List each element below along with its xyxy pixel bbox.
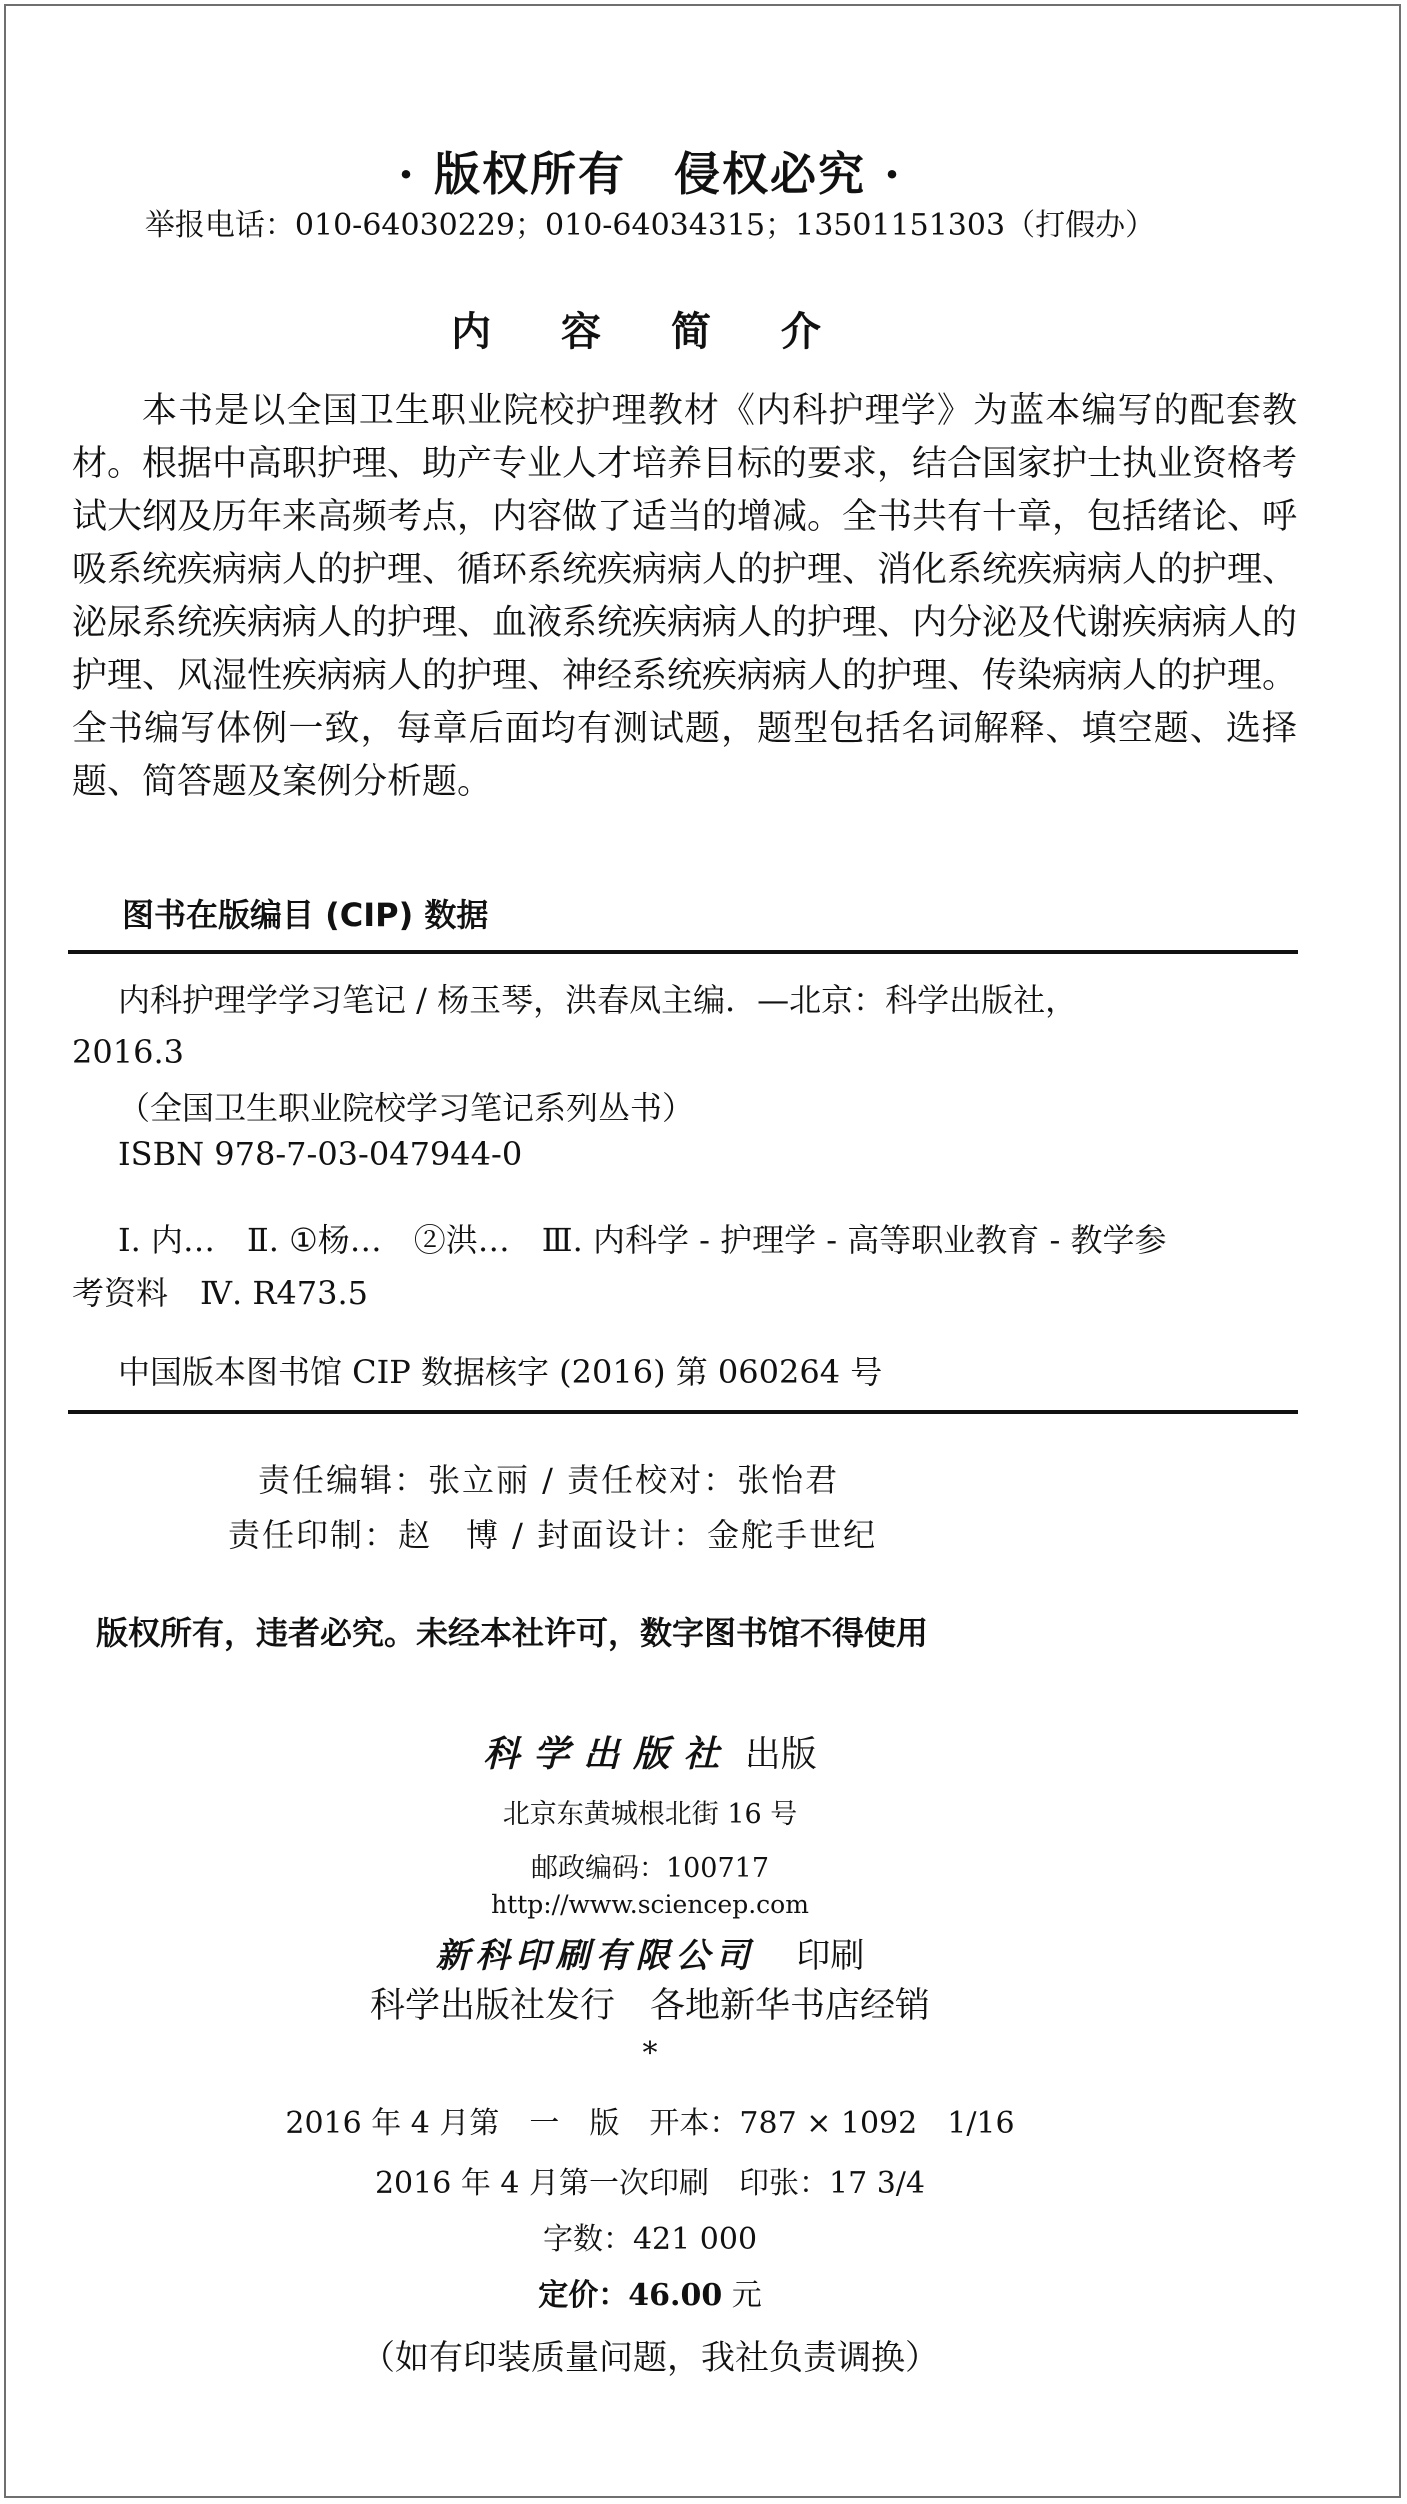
publisher-address: 北京东黄城根北街 16 号 [502,1799,798,1830]
printer-action: 印刷 [796,1936,865,1976]
distribution-line: 科学出版社发行 各地新华书店经销 [369,1986,930,2026]
summary-body [72,385,1297,809]
publisher-action: 出版 [744,1734,817,1775]
cip-classification-line2: 考资料 Ⅳ. R473.5 [72,1274,369,1312]
publisher-postcode: 邮政编码：100717 [530,1853,770,1884]
staff-editors: 责任编辑：张立丽 / 责任校对：张怡君 [258,1461,840,1499]
publisher-line [0,1726,1300,1777]
quality-guarantee: （如有印装质量问题，我社负责调换） [361,2338,939,2378]
publisher-name: 科学出版社 [483,1733,734,1775]
price-value: 46.00 [628,2278,723,2313]
summary-title: 内 容 简 介 [451,308,849,355]
cip-verification: 中国版本图书馆 CIP 数据核字 (2016) 第 060264 号 [118,1353,883,1391]
cip-heading: 图书在版编目 (CIP) 数据 [122,896,489,934]
report-hotline: 举报电话：010-64030229；010-64034315；13501151303（打假办） [144,208,1156,243]
cip-top-rule [68,950,1298,954]
printing-info: 2016 年 4 月第一次印刷 印张：17 3/4 [374,2166,926,2201]
staff-production: 责任印制：赵 博 / 封面设计：金舵手世纪 [228,1516,878,1554]
cip-isbn: ISBN 978-7-03-047944-0 [118,1135,523,1173]
copyright-notice: · 版权所有 侵权必究 · [397,147,903,201]
printer-name: 新科印刷有限公司 [435,1936,756,1976]
cip-classification-line1: Ⅰ. 内… Ⅱ. ①杨… ②洪… Ⅲ. 内科学 - 护理学 - 高等职业教育 - 教学参 [118,1221,1167,1259]
digital-library-notice: 版权所有，违者必究。未经本社许可，数字图书馆不得使用 [96,1614,929,1652]
cip-date-line: 2016.3 [72,1033,184,1071]
cip-bottom-rule [68,1410,1298,1414]
summary-paragraph: 本书是以全国卫生职业院校护理教材《内科护理学》为蓝本编写的配套教材。根据中高职护理、助产专业人才培养目标的要求，结合国家护士执业资格考试大纲及历年来高频考点，内容做了适当的增减。全书共有十章，包括绪论、呼吸系统疾病病人的护理、循环系统疾病病人的护理、消化系统疾病病人的护理、泌尿系统疾病病人的护理、血液系统疾病病人的护理、内分泌及代谢疾病病人的护理、风湿性疾病病人的护理、神经系统疾病病人的护理、传染病病人的护理。全书编写体例一致，每章后面均有测试题，题型包括名词解释、填空题、选择题、简答题及案例分析题。 [72,391,1298,802]
word-count: 字数：421 000 [542,2222,758,2257]
printer-line [0,1928,1300,1977]
edition-info: 2016 年 4 月第 一 版 开本：787 × 1092 1/16 [285,2106,1015,2141]
price-line [0,2270,1300,2314]
cip-title-line: 内科护理学学习笔记 / 杨玉琴，洪春凤主编．—北京：科学出版社， [118,981,1078,1019]
publisher-url: http://www.sciencep.com [491,1890,809,1919]
separator-star: * [642,2036,658,2071]
price-label: 定价： [538,2278,629,2313]
price-unit: 元 [731,2278,762,2313]
cip-series-line: （全国卫生职业院校学习笔记系列丛书） [118,1089,695,1127]
